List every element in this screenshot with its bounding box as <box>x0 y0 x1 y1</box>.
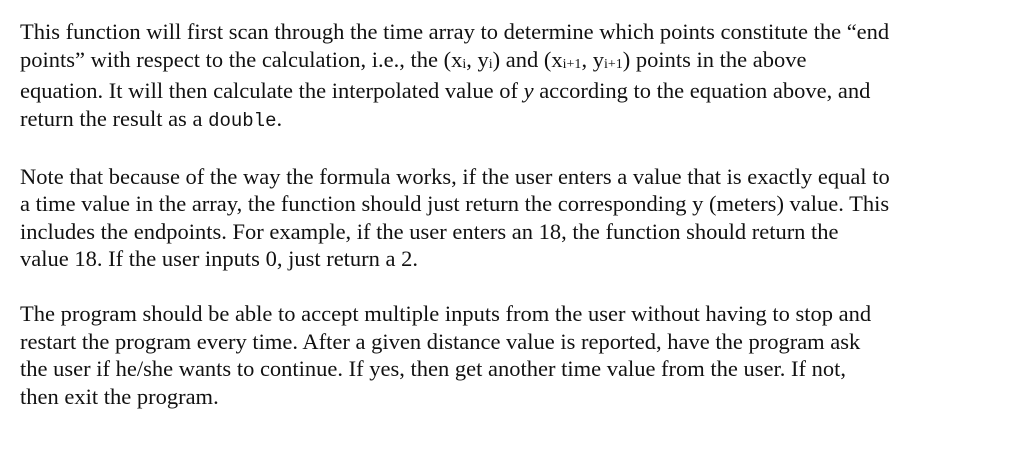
code-double: double <box>208 109 277 132</box>
paren-and: ) and ( <box>492 46 552 72</box>
subscript-i-plus-1: i+1 <box>562 56 582 72</box>
p1-line-4-start: return the result as a <box>20 105 209 131</box>
subscript-i: i <box>462 56 467 72</box>
p1-line-2-start: points” with respect to the calculation, i.e., the ( <box>20 46 452 72</box>
p1-line-2-end: ) points in the above <box>622 46 807 72</box>
p2-line-1: Note that because of the way the formula works, if the user enters a value that is exactly equal to <box>20 163 890 189</box>
p2-line-3: includes the endpoints. For example, if the user enters an 18, the function should return the <box>20 218 839 244</box>
p3-line-2: restart the program every time. After a given distance value is reported, have the program ask <box>20 328 861 354</box>
subscript-i: i <box>488 56 493 72</box>
y-i1-var: y <box>592 46 604 72</box>
paragraph-exact-match-note <box>20 163 1010 273</box>
p2-line-2: a time value in the array, the function should just return the corresponding y (meters) value. This <box>20 191 890 216</box>
p2-line-4: value 18. If the user inputs 0, just return a 2. <box>20 246 419 271</box>
subscript-i-plus-1: i+1 <box>603 56 623 72</box>
paragraph-function-description <box>20 18 1010 135</box>
p1-line-1: This function will first scan through the time array to determine which points constitute the “end <box>20 19 890 44</box>
p3-line-1: The program should be able to accept multiple inputs from the user without having to stop and <box>20 301 872 326</box>
p3-line-3: the user if he/she wants to continue. If yes, then get another time value from the user. If not, <box>20 356 847 381</box>
p3-line-4: then exit the program. <box>20 383 219 409</box>
y-i-var: y <box>477 46 489 72</box>
p1-line-3-end: according to the equation above, and <box>533 78 871 103</box>
comma-separator: , <box>466 46 478 72</box>
paragraph-multiple-inputs <box>20 300 1010 410</box>
comma-separator: , <box>581 46 593 72</box>
italic-y-var: y <box>523 78 534 103</box>
document-body <box>20 18 1010 410</box>
p1-line-4-end: . <box>276 105 283 131</box>
x-i-var: x <box>451 46 463 72</box>
x-i1-var: x <box>551 46 563 72</box>
p1-line-3-start: equation. It will then calculate the interpolated value of <box>20 78 524 103</box>
